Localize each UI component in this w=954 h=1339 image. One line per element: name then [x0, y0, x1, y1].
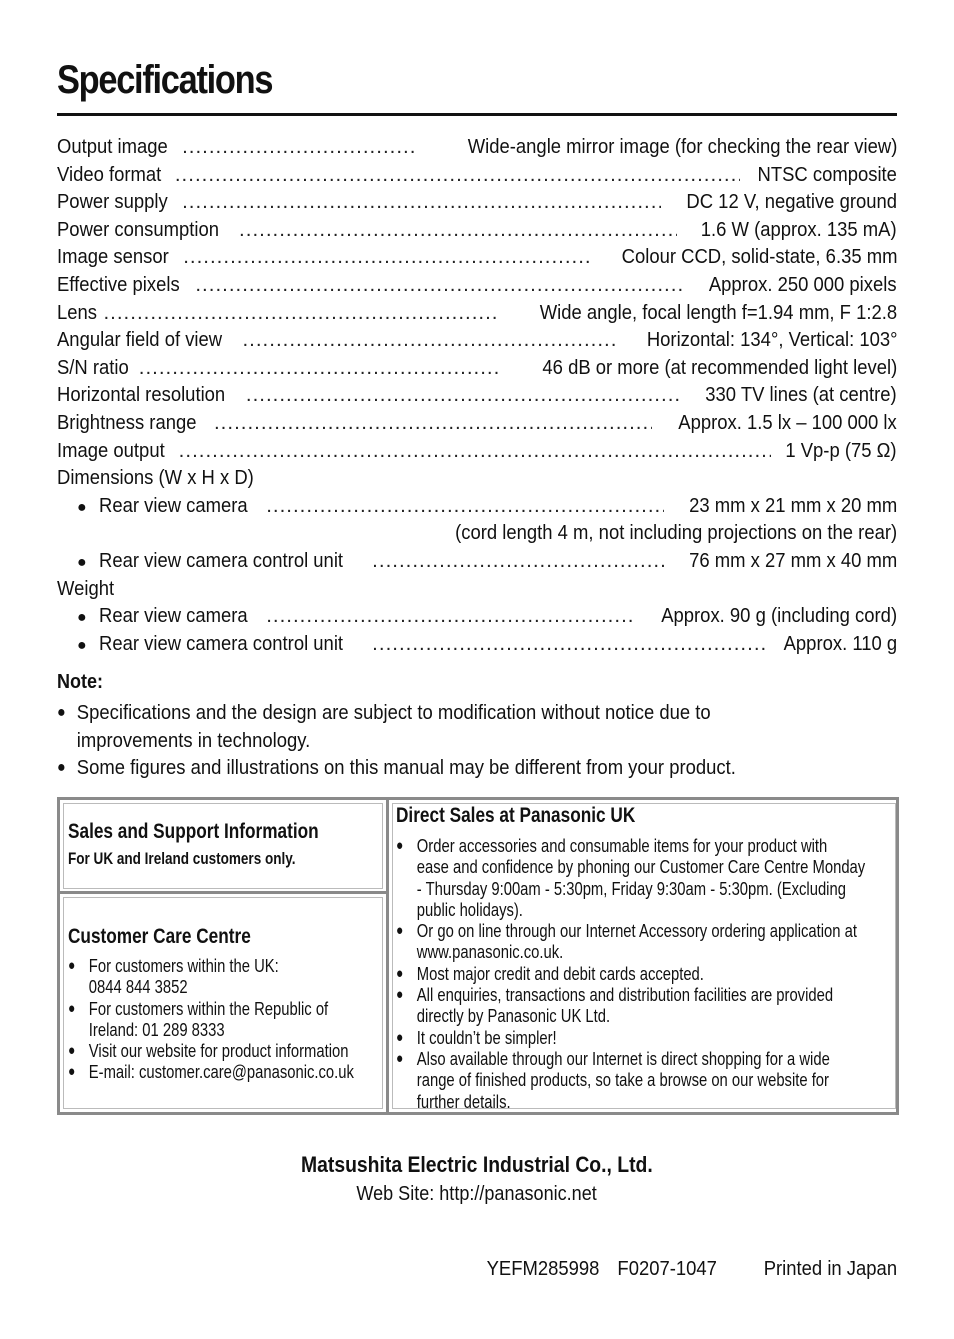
leader-dots	[182, 188, 661, 216]
spec-label: Horizontal resolution	[57, 383, 226, 407]
leader-dots	[242, 326, 616, 354]
list-item-text: Order accessories and consumable items for your product with ease and confidence by phoning our Customer Care Centre Monday - Thursday 9:00am - 5:30pm, Friday 9:30am - 5:30pm. (Excluding public holidays).	[416, 835, 866, 920]
divider	[60, 891, 386, 894]
spec-label: S/N ratio	[57, 355, 129, 379]
spec-row	[57, 271, 897, 299]
footer-codes	[469, 1257, 897, 1281]
list-item	[68, 1061, 372, 1082]
note-heading: Note:	[57, 671, 103, 693]
document-code: YEFM285998	[486, 1257, 600, 1280]
spec-value: 1.6 W (approx. 135 mA)	[701, 217, 897, 241]
leader-dots	[372, 630, 769, 658]
leader-dots	[266, 492, 664, 520]
bullet-icon: ●	[68, 957, 76, 974]
list-item	[396, 963, 884, 984]
leader-dots	[372, 547, 664, 575]
care-heading: Customer Care Centre	[68, 925, 251, 948]
list-item-text: E-mail: customer.care@panasonic.co.uk	[88, 1061, 354, 1083]
spec-value: Approx. 250 000 pixels	[709, 272, 897, 296]
bullet-icon: ●	[77, 636, 87, 654]
list-item-text: Most major credit and debit cards accepted.	[416, 962, 704, 984]
spec-label: Effective pixels	[57, 272, 180, 296]
spec-label: Image output	[57, 438, 165, 462]
spec-label: Power supply	[57, 190, 168, 214]
spec-row	[57, 354, 897, 382]
leader-dots	[195, 271, 686, 299]
spec-row	[57, 216, 897, 244]
spec-value: DC 12 V, negative ground	[686, 190, 897, 214]
spec-list	[57, 133, 897, 657]
spec-row	[57, 161, 897, 189]
care-list	[68, 955, 372, 1083]
spec-value: 1 Vp-p (75 Ω)	[785, 438, 897, 462]
spec-value: Approx. 90 g (including cord)	[661, 604, 897, 628]
spec-label: Rear view camera	[99, 493, 248, 517]
spec-row	[57, 492, 897, 520]
spec-value: Colour CCD, solid-state, 6.35 mm	[621, 245, 897, 269]
leader-dots	[139, 354, 501, 382]
bullet-icon: ●	[396, 837, 404, 854]
spec-value: NTSC composite	[757, 162, 897, 186]
spec-value: Horizontal: 134°, Vertical: 103°	[646, 328, 897, 352]
spec-row	[57, 437, 897, 465]
title-rule	[57, 113, 897, 116]
sales-support-box	[57, 797, 899, 1115]
spec-row	[57, 188, 897, 216]
leader-dots	[214, 409, 652, 437]
bullet-icon: ●	[396, 1049, 404, 1067]
spec-row	[57, 133, 897, 161]
spec-row	[57, 381, 897, 409]
spec-label: Rear view camera control unit	[99, 548, 344, 572]
note-list	[57, 699, 937, 782]
printed-in: Printed in Japan	[763, 1257, 897, 1280]
list-item-text: For customers within the Republic of Ireland: 01 289 8333	[88, 997, 329, 1040]
bullet-icon: ●	[77, 553, 87, 571]
list-item	[396, 984, 884, 1027]
spec-label: Output image	[57, 135, 168, 158]
bullet-icon: ●	[57, 704, 66, 721]
inner-frame	[63, 803, 383, 889]
list-item	[68, 1040, 372, 1061]
leader-dots	[183, 243, 588, 271]
website-text: Web Site: http://panasonic.net	[356, 1182, 598, 1205]
leader-dots	[175, 161, 740, 189]
bullet-icon: ●	[57, 759, 66, 777]
weight-heading-row	[57, 575, 897, 603]
list-item-text: It couldn’t be simpler!	[416, 1026, 557, 1048]
sales-subheading: For UK and Ireland customers only.	[68, 850, 296, 868]
spec-label: Angular field of view	[57, 328, 223, 352]
spec-row	[57, 299, 897, 327]
spec-value: Wide angle, focal length f=1.94 mm, F 1:2.8	[539, 300, 897, 324]
spec-label: Video format	[57, 162, 162, 186]
spec-value: Approx. 1.5 lx – 100 000 lx	[678, 410, 897, 434]
weight-heading: Weight	[57, 576, 115, 600]
leader-dots	[182, 133, 418, 161]
spec-row	[57, 243, 897, 271]
dimensions-heading: Dimensions (W x H x D)	[57, 466, 254, 490]
spec-value: 76 mm x 27 mm x 40 mm	[688, 548, 897, 572]
list-item	[68, 955, 372, 998]
note-text: Specifications and the design are subject to modification without notice due to improvements in technology.	[76, 701, 711, 752]
spec-note: (cord length 4 m, not including projections on the rear)	[454, 521, 897, 545]
bullet-icon: ●	[396, 986, 404, 1004]
spec-value: 330 TV lines (at centre)	[705, 383, 897, 407]
spec-label: Rear view camera	[99, 604, 248, 628]
website-block	[57, 1182, 897, 1206]
bullet-icon: ●	[68, 1042, 76, 1060]
list-item	[396, 1027, 884, 1048]
list-item-text: For customers within the UK: 0844 844 3852	[88, 955, 279, 998]
leader-dots	[266, 602, 633, 630]
bullet-icon: ●	[77, 609, 87, 627]
leader-dots	[239, 216, 677, 244]
spec-label: Rear view camera control unit	[99, 631, 344, 655]
spec-row	[57, 547, 897, 575]
leader-dots	[246, 381, 682, 409]
list-item	[396, 1048, 884, 1112]
spec-row	[57, 602, 897, 630]
sales-heading: Sales and Support Information	[68, 820, 319, 843]
list-item	[68, 998, 372, 1041]
list-item	[396, 920, 884, 963]
list-item-text: Also available through our Internet is direct shopping for a wide range of finished products, so take a browse on our website for further details.	[416, 1047, 830, 1112]
direct-sales-heading: Direct Sales at Panasonic UK	[396, 804, 636, 827]
bullet-icon: ●	[68, 999, 76, 1017]
spec-row	[57, 630, 897, 658]
bullet-icon: ●	[396, 922, 404, 940]
company-name-block	[57, 1152, 897, 1178]
spec-value: Wide-angle mirror image (for checking the rear view)	[467, 135, 897, 158]
bullet-icon: ●	[68, 1063, 76, 1081]
spec-label: Image sensor	[57, 245, 169, 269]
list-item-text: All enquiries, transactions and distribution facilities are provided directly by Panasonic UK Ltd.	[416, 984, 834, 1027]
direct-sales-list	[396, 835, 884, 1112]
note-text: Some figures and illustrations on this manual may be different from your product.	[76, 756, 736, 780]
dimensions-heading-row	[57, 464, 897, 492]
bullet-icon: ●	[396, 964, 404, 982]
spec-value: 46 dB or more (at recommended light level)	[542, 355, 897, 379]
note-item	[57, 699, 824, 754]
leader-dots	[179, 437, 772, 465]
list-item	[396, 835, 884, 920]
spec-value: 23 mm x 21 mm x 20 mm	[688, 493, 897, 517]
spec-note-row	[57, 519, 897, 547]
spec-row	[57, 326, 897, 354]
company-name: Matsushita Electric Industrial Co., Ltd.	[301, 1152, 653, 1177]
print-code: F0207-1047	[617, 1257, 717, 1280]
bullet-icon: ●	[77, 498, 87, 516]
spec-label: Brightness range	[57, 410, 197, 434]
list-item-text: Or go on line through our Internet Accessory ordering application at www.panasonic.co.uk.	[416, 920, 857, 963]
leader-dots	[103, 299, 497, 327]
list-item-text: Visit our website for product information	[88, 1040, 349, 1062]
bullet-icon: ●	[396, 1028, 404, 1046]
page-title: Specifications	[57, 58, 273, 102]
note-item	[57, 754, 824, 782]
spec-label: Power consumption	[57, 217, 220, 241]
spec-label: Lens	[57, 300, 98, 324]
spec-value: Approx. 110 g	[783, 631, 897, 655]
spec-row	[57, 409, 897, 437]
